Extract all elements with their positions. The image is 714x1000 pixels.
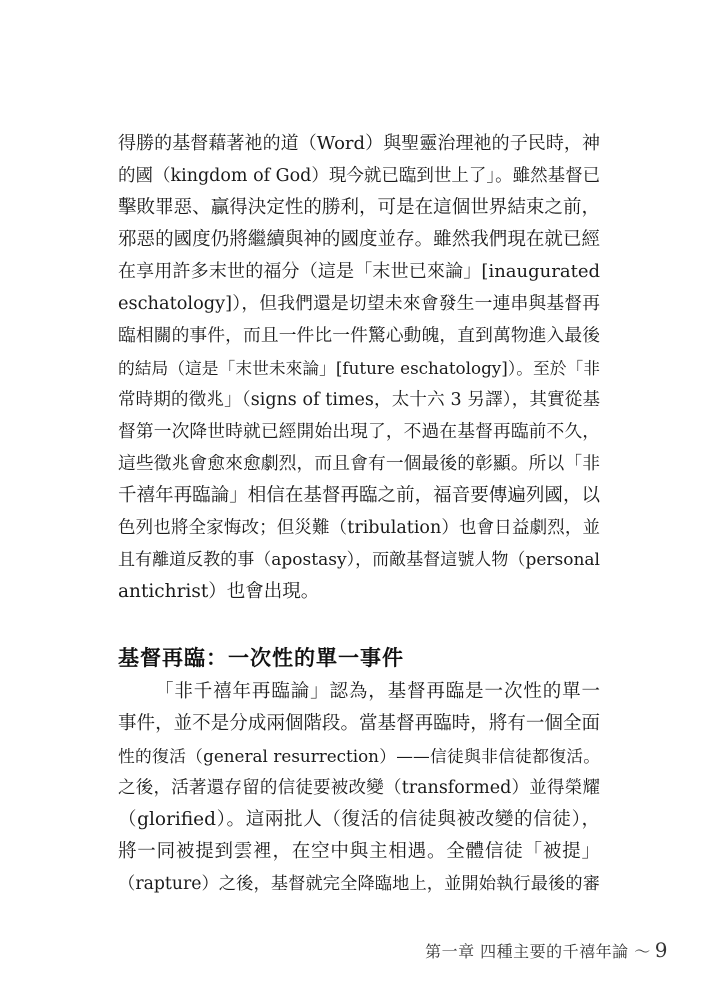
page-footer <box>425 938 668 964</box>
text-line: 督第一次降世時就已經開始出現了，不過在基督再臨前不久， <box>118 422 600 442</box>
text-line: 這些徵兆會愈來愈劇烈，而且會有一個最後的彰顯。所以「非 <box>118 454 600 474</box>
text-line: 「非千禧年再臨論」認為，基督再臨是一次性的單一 <box>155 681 600 702</box>
text-line: 的國（kingdom of God）現今就已臨到世上了」。雖然基督已 <box>118 166 601 186</box>
text-line: 且有離道反教的事（apostasy），而敵基督這號人物（personal <box>118 550 600 570</box>
text-line: 色列也將全家悔改；但災難（tribulation）也會日益劇烈，並 <box>118 518 600 538</box>
text-line: 千禧年再臨論」相信在基督再臨之前，福音要傳遍列國，以 <box>118 485 600 506</box>
text-line: antichrist）也會出現。 <box>118 581 320 602</box>
text-line: 在享用許多末世的福分（這是「末世已來論」[inaugurated <box>118 261 600 282</box>
text-line: 得勝的基督藉著祂的道（Word）與聖靈治理祂的子民時，神 <box>118 133 600 154</box>
text-line: 事件，並不是分成兩個階段。當基督再臨時，將有一個全面 <box>118 713 600 734</box>
text-line: 臨相關的事件，而且一件比一件驚心動魄，直到萬物進入最後 <box>118 326 600 346</box>
text-line: eschatology]），但我們還是切望未來會發生一連串與基督再 <box>118 294 600 314</box>
section-heading: 基督再臨：一次性的單一事件 <box>118 646 404 670</box>
text-line: 常時期的徵兆」（signs of times，太十六 3 另譯），其實從基 <box>118 390 600 410</box>
page-number: 9 <box>654 938 668 962</box>
text-line: （glorified）。這兩批人（復活的信徒與被改變的信徒）， <box>118 809 600 830</box>
text-line: 邪惡的國度仍將繼續與神的國度並存。雖然我們現在就已經 <box>118 229 600 250</box>
text-line: 擊敗罪惡、贏得決定性的勝利，可是在這個世界結束之前， <box>118 197 600 218</box>
running-head: 第一章 四種主要的千禧年論 ～ <box>425 942 651 961</box>
text-line: 將一同被提到雲裡，在空中與主相遇。全體信徒「被提」 <box>118 841 600 862</box>
text-line: 性的復活（general resurrection）——信徒與非信徒都復活。 <box>118 746 600 766</box>
text-line: 之後，活著還存留的信徒要被改變（transformed）並得榮耀 <box>118 778 600 798</box>
text-line: （rapture）之後，基督就完全降臨地上，並開始執行最後的審 <box>118 874 600 894</box>
text-line: 的結局（這是「末世未來論」[future eschatology]）。至於「非 <box>118 358 600 378</box>
